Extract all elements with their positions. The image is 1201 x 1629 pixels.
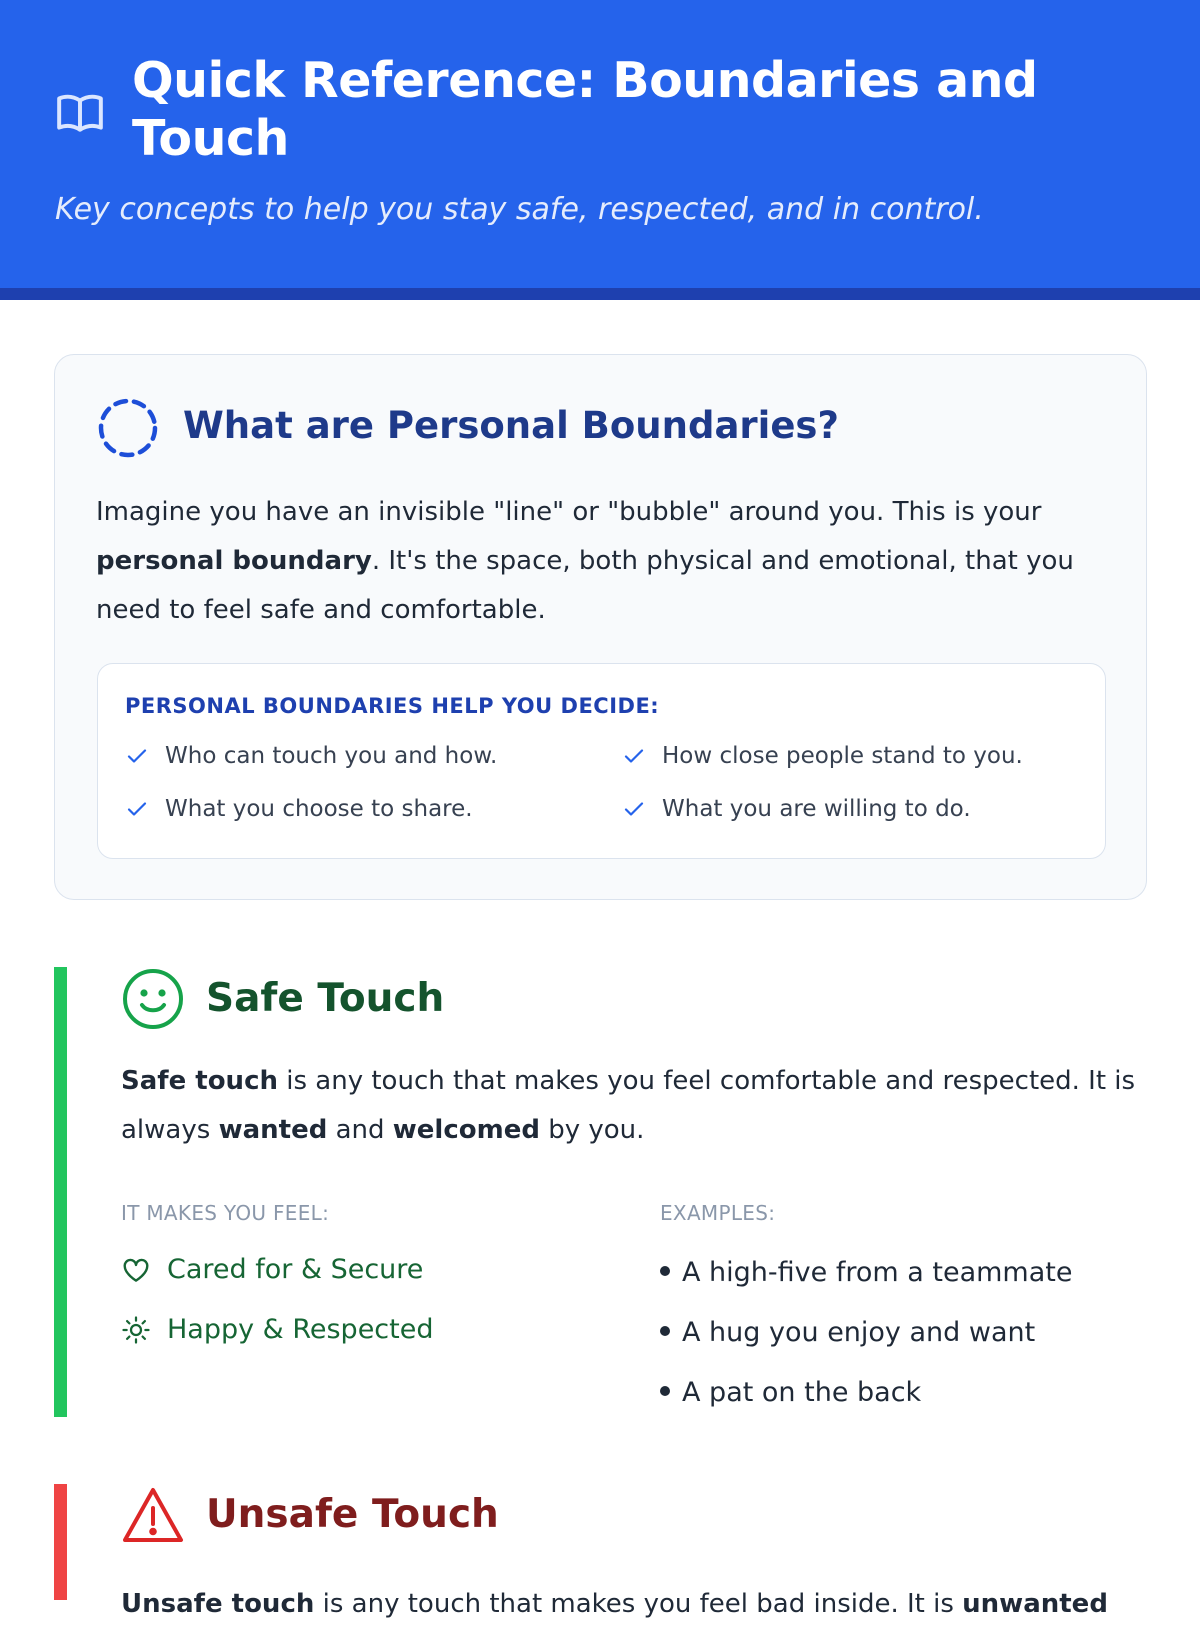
- list-item: What you choose to share.: [125, 794, 473, 824]
- check-icon: [125, 744, 149, 768]
- smile-icon: [121, 967, 185, 1031]
- bullet: [660, 1386, 670, 1396]
- safe-touch-section: [54, 967, 1154, 1417]
- book-icon: [55, 88, 105, 138]
- dashed-circle-icon: [97, 397, 159, 459]
- help-label: PERSONAL BOUNDARIES HELP YOU DECIDE:: [125, 694, 660, 718]
- page-title: Quick Reference: Boundaries and Touch: [132, 52, 1038, 167]
- boundaries-card: [54, 354, 1147, 900]
- unsafe-touch-description: Unsafe touch is any touch that makes you feel bad inside. It is unwanted: [121, 1589, 1108, 1619]
- boundaries-intro: Imagine you have an invisible "line" or "bubble" around you. This is your personal boundary. It's the space, both physical and emotional, that you need to feel safe and comfortable.: [96, 497, 1074, 625]
- bullet: [660, 1266, 670, 1276]
- feel-label: IT MAKES YOU FEEL:: [121, 1201, 330, 1225]
- check-icon: [622, 797, 646, 821]
- feeling-item: Cared for & Secure: [121, 1254, 423, 1285]
- safe-accent-bar: [54, 967, 67, 1417]
- page-header: [0, 0, 1200, 300]
- page-subtitle: Key concepts to help you stay safe, respected, and in control.: [55, 192, 984, 227]
- list-item: Who can touch you and how.: [125, 741, 497, 771]
- bullet: [660, 1326, 670, 1336]
- unsafe-touch-title: Unsafe Touch: [206, 1492, 499, 1537]
- sun-icon: [121, 1315, 151, 1345]
- boundaries-help-box: [97, 663, 1106, 859]
- safe-touch-title: Safe Touch: [206, 976, 445, 1021]
- check-icon: [622, 744, 646, 768]
- unsafe-touch-section: [54, 1484, 1154, 1619]
- example-item: A pat on the back: [660, 1377, 921, 1408]
- safe-touch-description: Safe touch is any touch that makes you feel comfortable and respected. It is always wanted and welcomed by you.: [121, 1066, 1136, 1145]
- boundaries-title: What are Personal Boundaries?: [183, 404, 839, 447]
- examples-label: EXAMPLES:: [660, 1201, 776, 1225]
- warning-icon: [121, 1484, 185, 1548]
- list-item: What you are willing to do.: [622, 794, 971, 824]
- list-item: How close people stand to you.: [622, 741, 1023, 771]
- heart-icon: [121, 1255, 151, 1285]
- example-item: A high-five from a teammate: [660, 1257, 1072, 1288]
- check-icon: [125, 797, 149, 821]
- unsafe-accent-bar: [54, 1484, 67, 1600]
- example-item: A hug you enjoy and want: [660, 1317, 1035, 1348]
- feeling-item: Happy & Respected: [121, 1314, 433, 1345]
